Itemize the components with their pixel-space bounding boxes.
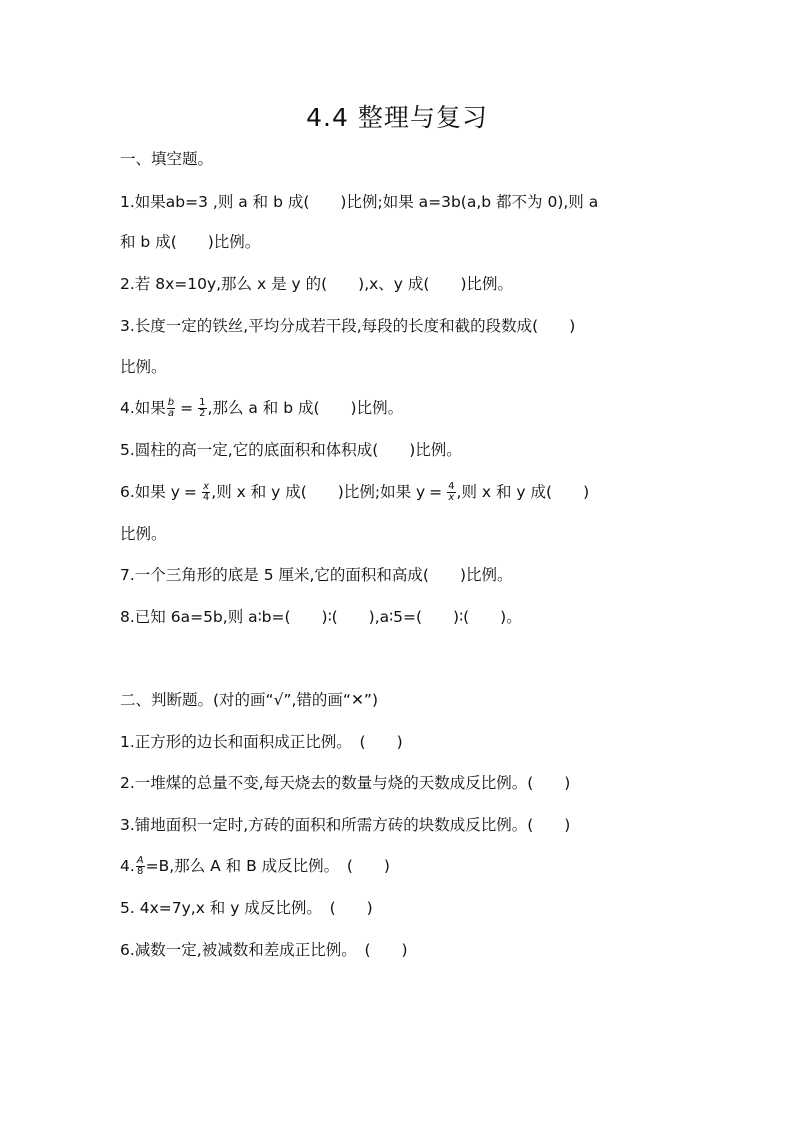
s1-q4-fraction-one-half: $\frac{1}{2}$: [199, 397, 206, 419]
s1-q6-line1: 6.如果 y = $\frac{x}{4}$ ,则 x 和 y 成( )比例;如果 y = $\frac{4}{x}$ ,则 x 和 y 成( ): [120, 481, 590, 503]
s2-q1: 1.正方形的边长和面积成正比例。 ( ): [120, 733, 403, 751]
section2-heading: 二、判断题。(对的画“√”,错的画“✕”): [120, 691, 379, 709]
s1-q4: 4.如果 $\frac{b}{a}$ = $\frac{1}{2}$ ,那么 a 和 b 成( )比例。: [120, 397, 404, 419]
s1-q3-line1: 3.长度一定的铁丝,平均分成若干段,每段的长度和截的段数成( ): [120, 317, 576, 335]
s2-q2: 2.一堆煤的总量不变,每天烧去的数量与烧的天数成反比例。( ): [120, 774, 571, 792]
s1-q4-pre: 4.如果: [120, 399, 166, 417]
s1-q2: 2.若 8x=10y,那么 x 是 y 的( ),x、y 成( )比例。: [120, 275, 514, 293]
s1-q4-post: ,那么 a 和 b 成( )比例。: [207, 399, 404, 417]
section1-heading: 一、填空题。: [120, 150, 214, 168]
s1-q8: 8.已知 6a=5b,则 a∶b=( )∶( ),a∶5=( )∶( )。: [120, 608, 522, 626]
s1-q6-fraction-4-over-x: $\frac{4}{x}$: [448, 481, 455, 503]
s1-q1-line2: 和 b 成( )比例。: [120, 233, 261, 251]
s1-q7: 7.一个三角形的底是 5 厘米,它的面积和高成( )比例。: [120, 566, 513, 584]
s2-q4-fraction-a-over-8: $\frac{A}{8}$: [136, 855, 144, 877]
s1-q6-fraction-x-over-4: $\frac{x}{4}$: [202, 481, 210, 503]
s1-q1-line1: 1.如果ab=3 ,则 a 和 b 成( )比例;如果 a=3b(a,b 都不为 0),则 a: [120, 193, 599, 211]
s1-q4-fraction-b-over-a: $\frac{b}{a}$: [167, 397, 175, 419]
s1-q5: 5.圆柱的高一定,它的底面积和体积成( )比例。: [120, 441, 462, 459]
s2-q3: 3.铺地面积一定时,方砖的面积和所需方砖的块数成反比例。( ): [120, 816, 571, 834]
s1-q3-line2: 比例。: [120, 358, 167, 376]
s2-q5: 5. 4x=7y,x 和 y 成反比例。 ( ): [120, 899, 373, 917]
s2-q6: 6.减数一定,被减数和差成正比例。 ( ): [120, 941, 408, 959]
page-title: 4.4 整理与复习: [306, 103, 488, 132]
s2-q4: 4. $\frac{A}{8}$ =B,那么 A 和 B 成反比例。 ( ): [120, 855, 390, 877]
s1-q6-line2: 比例。: [120, 525, 167, 543]
